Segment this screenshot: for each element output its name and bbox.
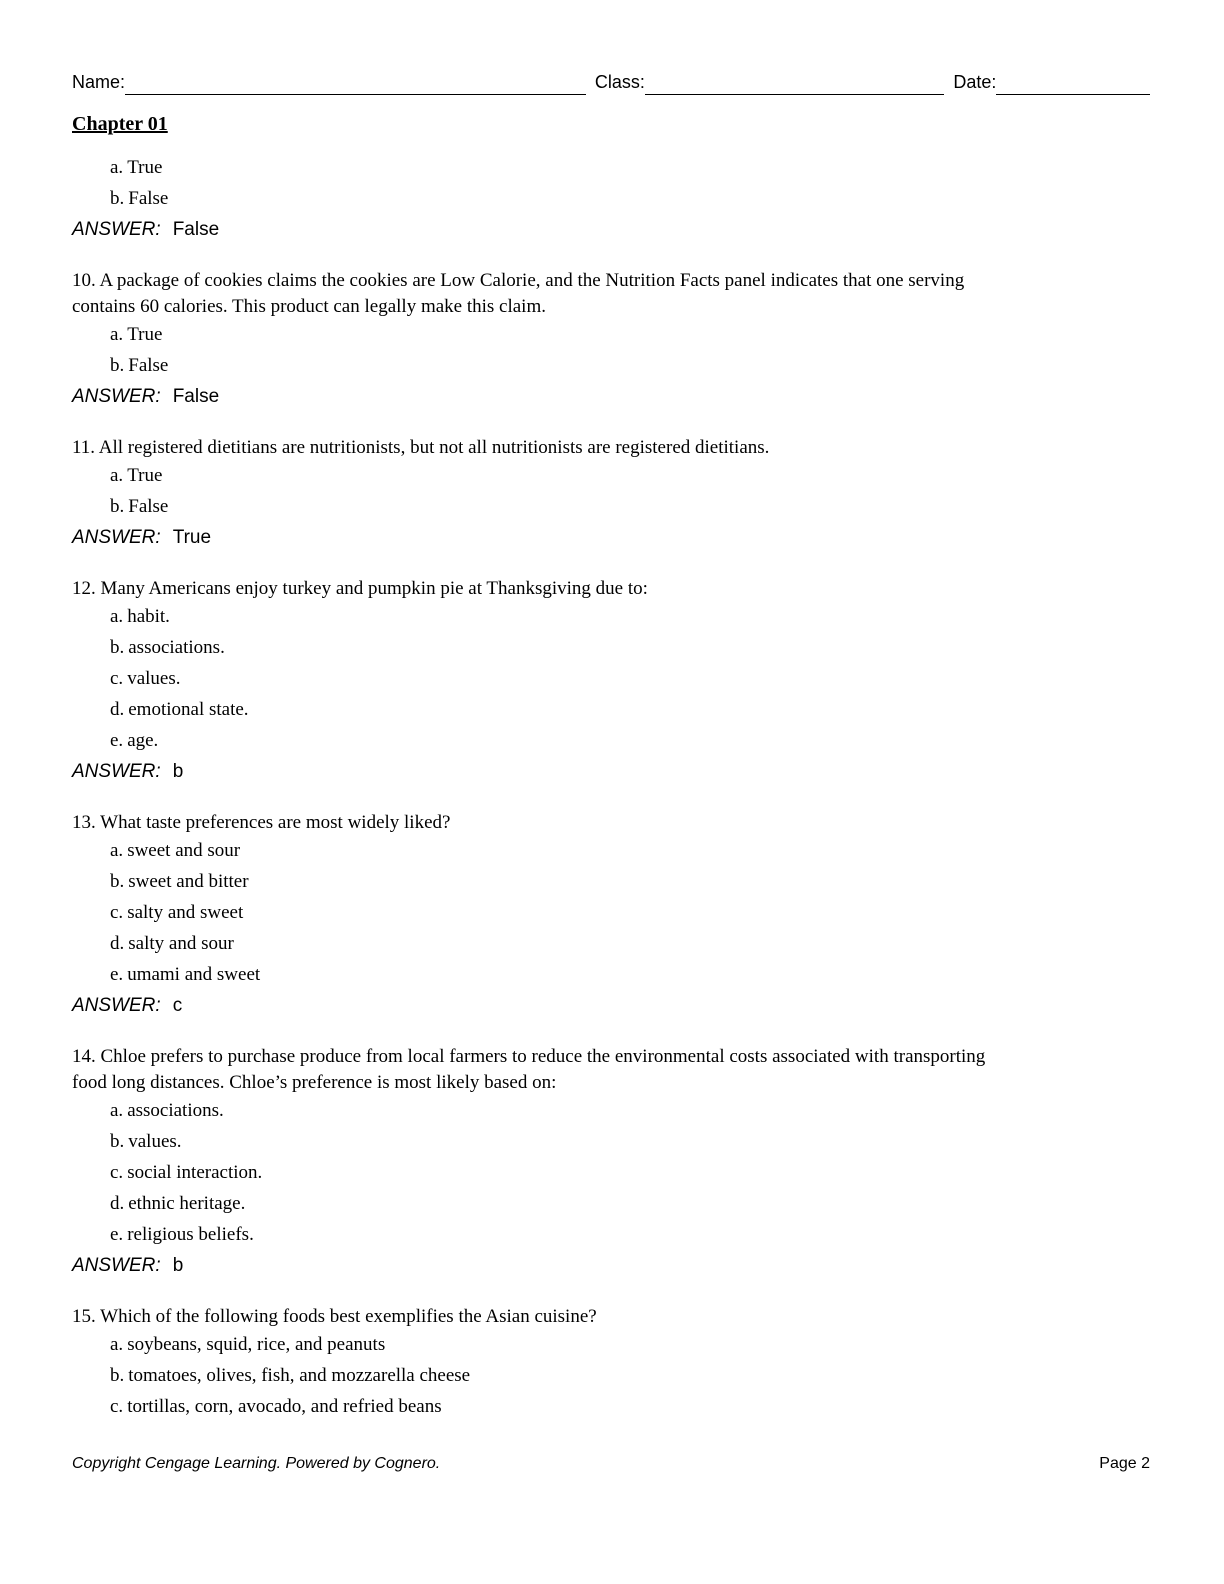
option-text: umami and sweet (127, 964, 261, 985)
answer-value: True (172, 527, 212, 548)
option-item (110, 494, 1150, 520)
date-blank-line (996, 70, 1150, 95)
question-stem-line: 14. Chloe prefers to purchase produce from local farmers to reduce the environmental costs associated with transporting (72, 1046, 986, 1067)
option-item (110, 353, 1150, 379)
answer-label: ANSWER: (72, 1255, 161, 1276)
option-item (110, 635, 1150, 661)
answer-value: c (172, 995, 183, 1016)
option-letter: b. (110, 637, 125, 658)
question-stem (72, 1304, 1150, 1330)
option-text: salty and sweet (127, 902, 244, 923)
option-letter: c. (110, 668, 124, 689)
option-text: tortillas, corn, avocado, and refried beans (127, 1396, 442, 1417)
options-list (72, 604, 1150, 754)
option-letter: b. (110, 871, 125, 892)
option-text: True (127, 465, 163, 486)
question-stem-line: 13. What taste preferences are most widely liked? (72, 812, 451, 833)
question-number: 15. (72, 1306, 101, 1327)
option-item (110, 900, 1150, 926)
option-letter: b. (110, 1365, 125, 1386)
option-item (110, 1191, 1150, 1217)
option-text: social interaction. (127, 1162, 263, 1183)
option-item (110, 155, 1150, 181)
question-number: 12. (72, 578, 101, 599)
question-stem-line: food long distances. Chloe’s preference is most likely based on: (72, 1072, 557, 1093)
option-item (110, 1222, 1150, 1248)
name-blank-line (125, 70, 586, 95)
question-number: 11. (72, 437, 99, 458)
options-list (72, 1332, 1150, 1420)
question-number: 14. (72, 1046, 101, 1067)
date-label: Date: (953, 72, 997, 92)
option-letter: b. (110, 1131, 125, 1152)
class-blank-line (645, 70, 945, 95)
option-letter: a. (110, 157, 124, 178)
option-text: ethnic heritage. (128, 1193, 246, 1214)
option-letter: a. (110, 840, 124, 861)
answer-row (72, 1253, 1150, 1279)
question-number: 13. (72, 812, 101, 833)
answer-label: ANSWER: (72, 527, 161, 548)
option-letter: e. (110, 1224, 124, 1245)
option-text: religious beliefs. (127, 1224, 254, 1245)
question-block (72, 435, 1150, 551)
footer (72, 1454, 1150, 1474)
option-item (110, 463, 1150, 489)
question-block (72, 810, 1150, 1019)
option-letter: b. (110, 188, 125, 209)
question-stem (72, 576, 1150, 602)
option-text: sweet and bitter (128, 871, 249, 892)
answer-label: ANSWER: (72, 761, 161, 782)
option-letter: c. (110, 902, 124, 923)
option-letter: d. (110, 1193, 125, 1214)
option-text: False (128, 188, 169, 209)
option-item (110, 1332, 1150, 1358)
question-block (72, 576, 1150, 785)
option-text: salty and sour (128, 933, 234, 954)
question-stem-line: contains 60 calories. This product can legally make this claim. (72, 296, 546, 317)
option-text: True (127, 324, 163, 345)
options-list (72, 155, 1150, 212)
option-letter: c. (110, 1396, 124, 1417)
question-stem (72, 1044, 1150, 1096)
options-list (72, 322, 1150, 379)
question-stem-line: 10. A package of cookies claims the cookies are Low Calorie, and the Nutrition Facts panel indicates that one serving (72, 270, 965, 291)
options-list (72, 838, 1150, 988)
option-item (110, 1394, 1150, 1420)
question-stem-line: 15. Which of the following foods best exemplifies the Asian cuisine? (72, 1306, 597, 1327)
option-letter: a. (110, 324, 124, 345)
name-label: Name: (72, 72, 126, 92)
option-item (110, 186, 1150, 212)
answer-value: b (172, 761, 184, 782)
option-item (110, 322, 1150, 348)
header-row (72, 70, 1150, 95)
option-item (110, 838, 1150, 864)
option-text: False (128, 355, 169, 376)
option-item (110, 1160, 1150, 1186)
question-block (72, 1304, 1150, 1420)
option-item (110, 666, 1150, 692)
question-block (72, 155, 1150, 243)
option-item (110, 604, 1150, 630)
option-letter: c. (110, 1162, 124, 1183)
option-item (110, 931, 1150, 957)
option-text: tomatoes, olives, fish, and mozzarella cheese (128, 1365, 471, 1386)
answer-label: ANSWER: (72, 995, 161, 1016)
option-text: True (127, 157, 163, 178)
option-item (110, 728, 1150, 754)
question-number: 10. (72, 270, 100, 291)
chapter-title: Chapter 01 (72, 113, 168, 135)
answer-value: b (172, 1255, 184, 1276)
option-text: emotional state. (128, 699, 249, 720)
option-item (110, 869, 1150, 895)
question-stem-line: 12. Many Americans enjoy turkey and pumpkin pie at Thanksgiving due to: (72, 578, 648, 599)
option-text: values. (128, 1131, 182, 1152)
option-text: sweet and sour (127, 840, 241, 861)
answer-row (72, 759, 1150, 785)
option-text: False (128, 496, 169, 517)
option-letter: d. (110, 933, 125, 954)
option-text: values. (127, 668, 181, 689)
option-text: habit. (127, 606, 170, 627)
options-list (72, 1098, 1150, 1248)
option-text: soybeans, squid, rice, and peanuts (127, 1334, 386, 1355)
question-stem (72, 810, 1150, 836)
option-letter: b. (110, 355, 125, 376)
option-item (110, 1129, 1150, 1155)
option-item (110, 1363, 1150, 1389)
option-letter: a. (110, 606, 124, 627)
options-list (72, 463, 1150, 520)
answer-value: False (172, 386, 220, 407)
option-letter: e. (110, 730, 124, 751)
option-text: age. (127, 730, 159, 751)
answer-row (72, 993, 1150, 1019)
option-letter: d. (110, 699, 125, 720)
question-block (72, 268, 1150, 410)
question-stem (72, 268, 1150, 320)
questions-list (72, 155, 1150, 1420)
page-number: Page 2 (1099, 1455, 1150, 1472)
option-item (110, 697, 1150, 723)
option-letter: a. (110, 1334, 124, 1355)
option-text: associations. (128, 637, 225, 658)
option-item (110, 1098, 1150, 1124)
class-label: Class: (594, 72, 645, 92)
question-stem-line: 11. All registered dietitians are nutritionists, but not all nutritionists are registered dietitians. (72, 437, 770, 458)
question-stem (72, 435, 1150, 461)
answer-row (72, 217, 1150, 243)
option-letter: a. (110, 465, 124, 486)
copyright-text: Copyright Cengage Learning. Powered by Cognero. (72, 1455, 441, 1472)
option-letter: a. (110, 1100, 124, 1121)
answer-row (72, 525, 1150, 551)
answer-label: ANSWER: (72, 386, 161, 407)
option-text: associations. (127, 1100, 224, 1121)
answer-row (72, 384, 1150, 410)
answer-value: False (172, 219, 220, 240)
option-letter: b. (110, 496, 125, 517)
question-block (72, 1044, 1150, 1279)
option-item (110, 962, 1150, 988)
answer-label: ANSWER: (72, 219, 161, 240)
option-letter: e. (110, 964, 124, 985)
